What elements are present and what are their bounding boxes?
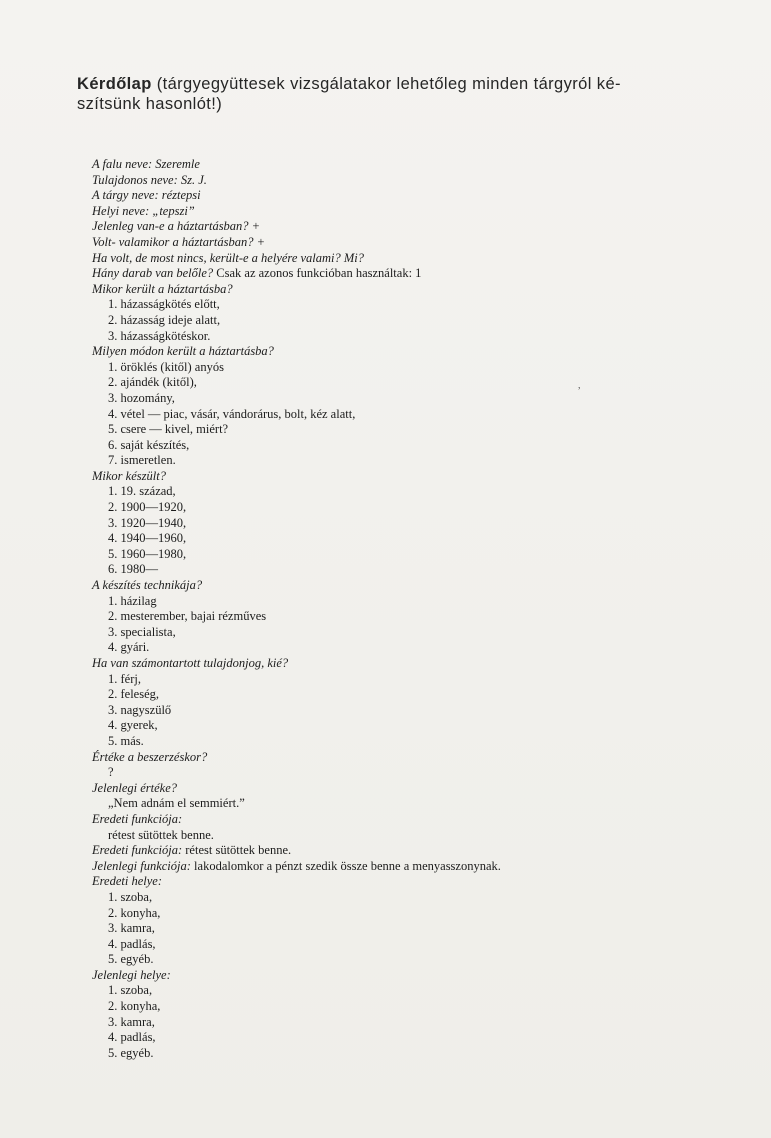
count-question: Hány darab van belőle? (92, 266, 214, 281)
option-text: 3. 1920—1940, (108, 515, 187, 530)
option-item (92, 375, 732, 391)
header-title: Kérdőlap (77, 75, 152, 93)
option-item (92, 609, 732, 625)
option-item (92, 1046, 732, 1062)
cur-value-question: Jelenlegi értéke? (92, 780, 178, 795)
village-field: A falu neve: Szeremle (92, 157, 200, 171)
option-item (92, 547, 732, 563)
option-text: 3. kamra, (108, 1014, 155, 1029)
cur-place-question: Jelenlegi helye: (92, 967, 171, 982)
count-field (92, 266, 732, 282)
option-text: 1. 19. század, (108, 484, 176, 499)
option-item (92, 562, 732, 578)
option-text: 4. padlás, (108, 936, 156, 951)
option-item (92, 391, 732, 407)
ownership-question: Ha van számontartott tulajdonjog, kié? (92, 656, 289, 670)
option-item (92, 952, 732, 968)
option-text: 2. feleség, (108, 687, 160, 702)
orig-function-question-2: Eredeti funkciója: (92, 843, 183, 858)
option-item (92, 718, 732, 734)
cur-function-question: Jelenlegi funkciója: (92, 858, 191, 873)
option-item (92, 672, 732, 688)
option-text: 7. ismeretlen. (108, 453, 176, 468)
option-item (92, 703, 732, 719)
option-item (92, 640, 732, 656)
option-item (92, 438, 732, 454)
option-text: 4. padlás, (108, 1030, 156, 1045)
local-name-field: Helyi neve: „tepszi” (92, 203, 195, 218)
option-item (92, 594, 732, 610)
past-field: Volt- valamikor a háztartásban? + (92, 234, 266, 249)
option-item (92, 329, 732, 345)
count-answer: Csak az azonos funkcióban használtak: 1 (216, 266, 422, 281)
option-text: 3. nagyszülő (108, 702, 172, 717)
option-text: 1. férj, (108, 671, 141, 686)
option-item (92, 734, 732, 750)
option-text: 5. 1960—1980, (108, 546, 187, 561)
option-text: 1. házasságkötés előtt, (108, 297, 220, 312)
option-text: 3. kamra, (108, 921, 155, 936)
option-item (92, 687, 732, 703)
option-text: 2. konyha, (108, 999, 161, 1014)
orig-function-answer-2: rétest sütöttek benne. (185, 843, 292, 858)
option-item (92, 484, 732, 500)
option-text: 5. egyéb. (108, 952, 154, 967)
option-text: 4. vétel — piac, vásár, vándorárus, bolt, kéz alatt, (108, 406, 356, 421)
acq-value-question: Értéke a beszerzéskor? (92, 749, 208, 764)
option-text: 6. saját készítés, (108, 437, 190, 452)
object-field: A tárgy neve: réztepsi (92, 188, 201, 203)
option-text: 2. 1900—1920, (108, 500, 187, 515)
orig-function-answer-1: rétest sütöttek benne. (108, 827, 214, 842)
option-text: 1. öröklés (kitől) anyós (108, 359, 224, 374)
option-item (92, 360, 732, 376)
option-item (92, 531, 732, 547)
option-item (92, 906, 732, 922)
option-text: 5. egyéb. (108, 1045, 154, 1060)
option-item (92, 983, 732, 999)
option-item (92, 999, 732, 1015)
option-item (92, 500, 732, 516)
option-item (92, 453, 732, 469)
option-text: 2. ajándék (kitől), (108, 375, 197, 390)
orig-function-question-1: Eredeti funkciója: (92, 811, 183, 826)
option-text: 2. házasság ideje alatt, (108, 312, 221, 327)
option-text: 3. specialista, (108, 624, 176, 639)
when-made-question: Mikor készült? (92, 468, 166, 483)
stray-mark: , (578, 380, 581, 391)
option-item (92, 937, 732, 953)
option-text: 5. más. (108, 733, 144, 748)
option-item (92, 407, 732, 423)
option-item (92, 1015, 732, 1031)
option-text: 1. szoba, (108, 889, 153, 904)
option-text: 3. hozomány, (108, 390, 175, 405)
option-item (92, 890, 732, 906)
orig-function-row-2 (92, 843, 732, 859)
option-item (92, 921, 732, 937)
option-text: 5. csere — kivel, miért? (108, 422, 229, 437)
technique-question: A készítés technikája? (92, 578, 203, 593)
option-item (92, 297, 732, 313)
option-text: 4. 1940—1960, (108, 531, 187, 546)
cur-function-row (92, 859, 732, 875)
option-item (92, 625, 732, 641)
option-item (92, 1030, 732, 1046)
option-item (92, 422, 732, 438)
header-line2: szítsünk hasonlót!) (77, 95, 223, 113)
replaced-field: Ha volt, de most nincs, került-e a helyére valami? Mi? (92, 250, 365, 265)
how-household-question: Milyen módon került a háztartásba? (92, 344, 274, 359)
header-line1: (tárgyegyüttesek vizsgálatakor lehetőleg minden tárgyról ké- (156, 75, 621, 93)
option-text: 1. házilag (108, 593, 157, 608)
option-text: 1. szoba, (108, 983, 153, 998)
acq-value-answer: ? (108, 765, 114, 780)
cur-function-answer: lakodalomkor a pénzt szedik össze benne a menyasszonynak. (194, 858, 501, 873)
option-item (92, 313, 732, 329)
header (77, 74, 727, 114)
form-body (92, 157, 732, 1061)
current-field: Jelenleg van-e a háztartásban? + (92, 219, 261, 234)
orig-place-question: Eredeti helye: (92, 874, 162, 889)
option-text: 4. gyári. (108, 640, 150, 655)
cur-value-answer: „Nem adnám el semmiért.” (108, 796, 245, 811)
option-item (92, 516, 732, 532)
option-text: 3. házasságkötéskor. (108, 328, 211, 343)
when-household-question: Mikor került a háztartásba? (92, 281, 233, 296)
owner-field: Tulajdonos neve: Sz. J. (92, 172, 207, 187)
option-text: 6. 1980— (108, 562, 158, 577)
option-text: 2. mesterember, bajai rézműves (108, 609, 267, 624)
option-text: 2. konyha, (108, 905, 161, 920)
option-text: 4. gyerek, (108, 718, 158, 733)
